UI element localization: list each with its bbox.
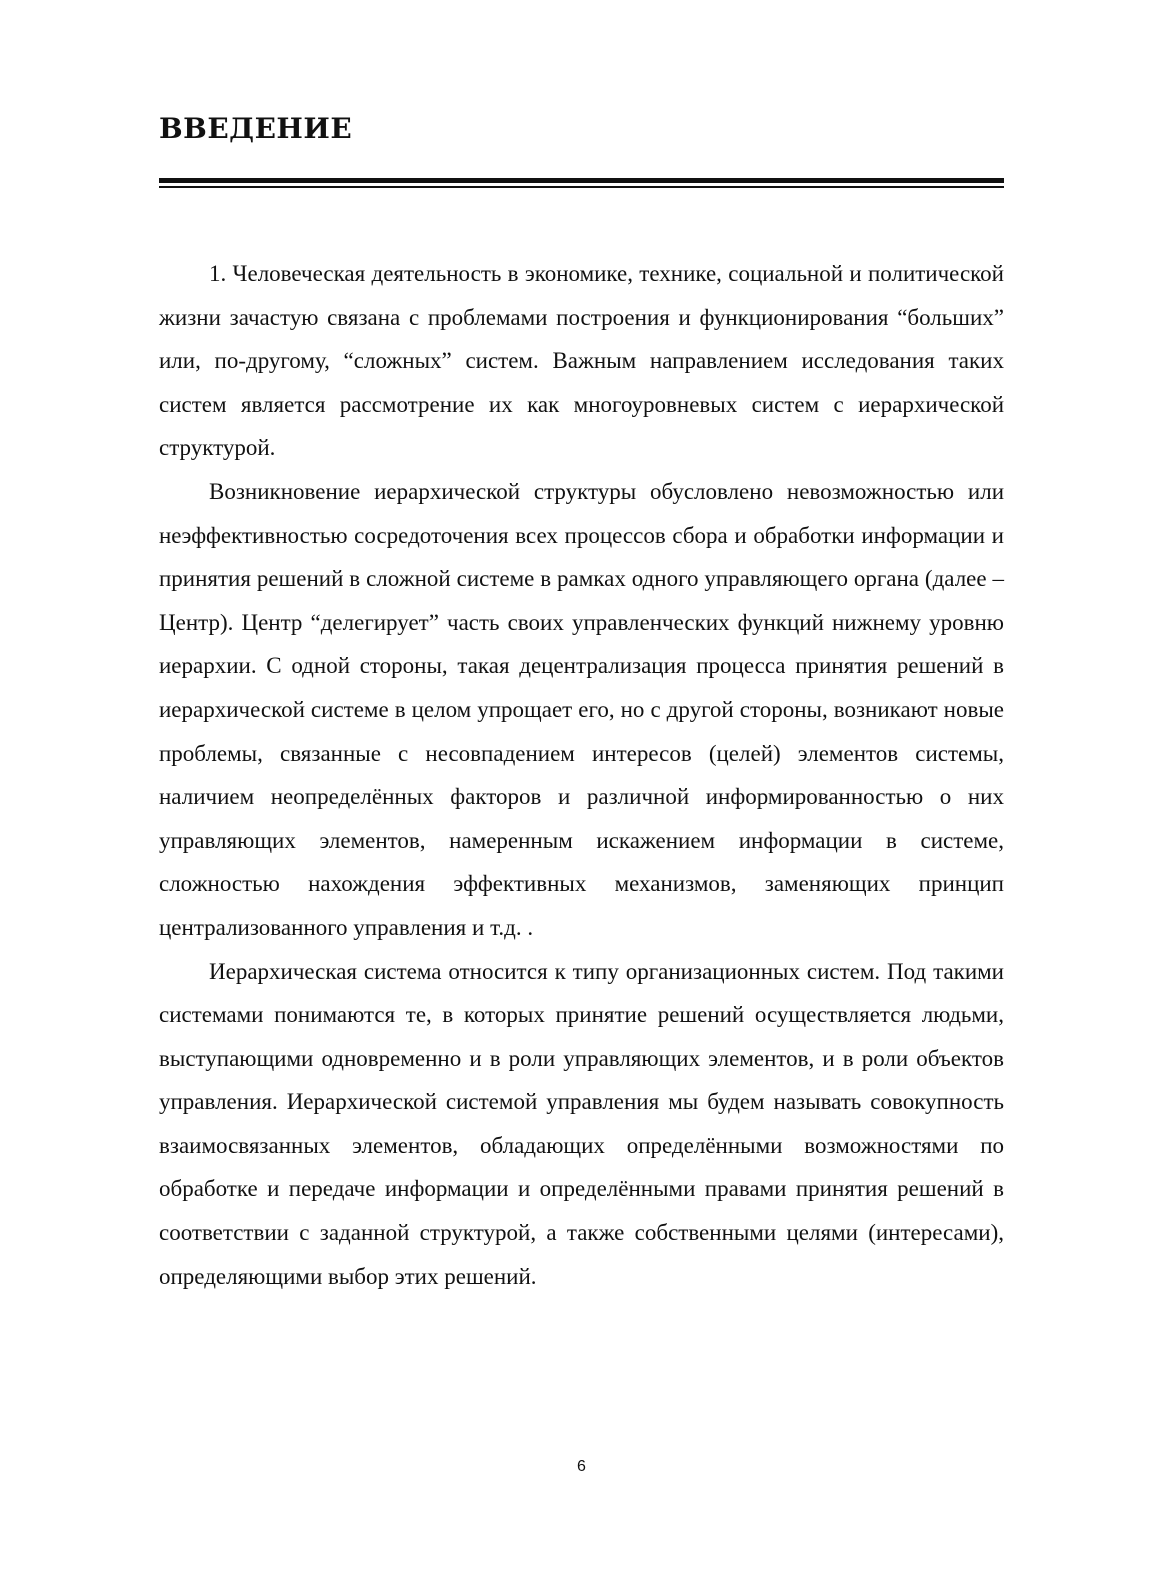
body-text [159, 252, 1004, 1298]
heading-rule-thin [159, 186, 1004, 188]
page-number: 6 [577, 1458, 586, 1475]
paragraph-1: 1. Человеческая деятельность в экономике, технике, социальной и политической жизни зачастую связана с проблемами построения и функционирования “больших” или, по-другому, “сложных” систем. Важным направлением исследования таких систем является рассмотрение их как многоуровневых систем с иерархической структурой. [159, 261, 1004, 461]
page-title: ВВЕДЕНИЕ [159, 112, 353, 145]
paragraph-3: Иерархическая система относится к типу организационных систем. Под такими системами понимаются те, в которых принятие решений осуществляется людьми, выступающими одновременно и в роли управляющих элементов, и в роли объектов управления. Иерархической системой управления мы будем называть совокупность взаимосвязанных элементов, обладающих определёнными возможностями по обработке и передаче информации и определёнными правами принятия решений в соответствии с заданной структурой, а также собственными целями (интересами), определяющими выбор этих решений. [159, 958, 1004, 1289]
paragraph-2: Возникновение иерархической структуры обусловлено невозможностью или неэффективностью сосредоточения всех процессов сбора и обработки информации и принятия решений в сложной системе в рамках одного управляющего органа (далее – Центр). Центр “делегирует” часть своих управленческих функций нижнему уровню иерархии. С одной стороны, такая децентрализация процесса принятия решений в иерархической системе в целом упрощает его, но с другой стороны, возникают новые проблемы, связанные с несовпадением интересов (целей) элементов системы, наличием неопределённых факторов и различной информированностью о них управляющих элементов, намеренным искажением информации в системе, сложностью нахождения эффективных механизмов, заменяющих принцип централизованного управления и т.д. . [159, 478, 1004, 940]
heading-rule-thick [159, 178, 1004, 183]
